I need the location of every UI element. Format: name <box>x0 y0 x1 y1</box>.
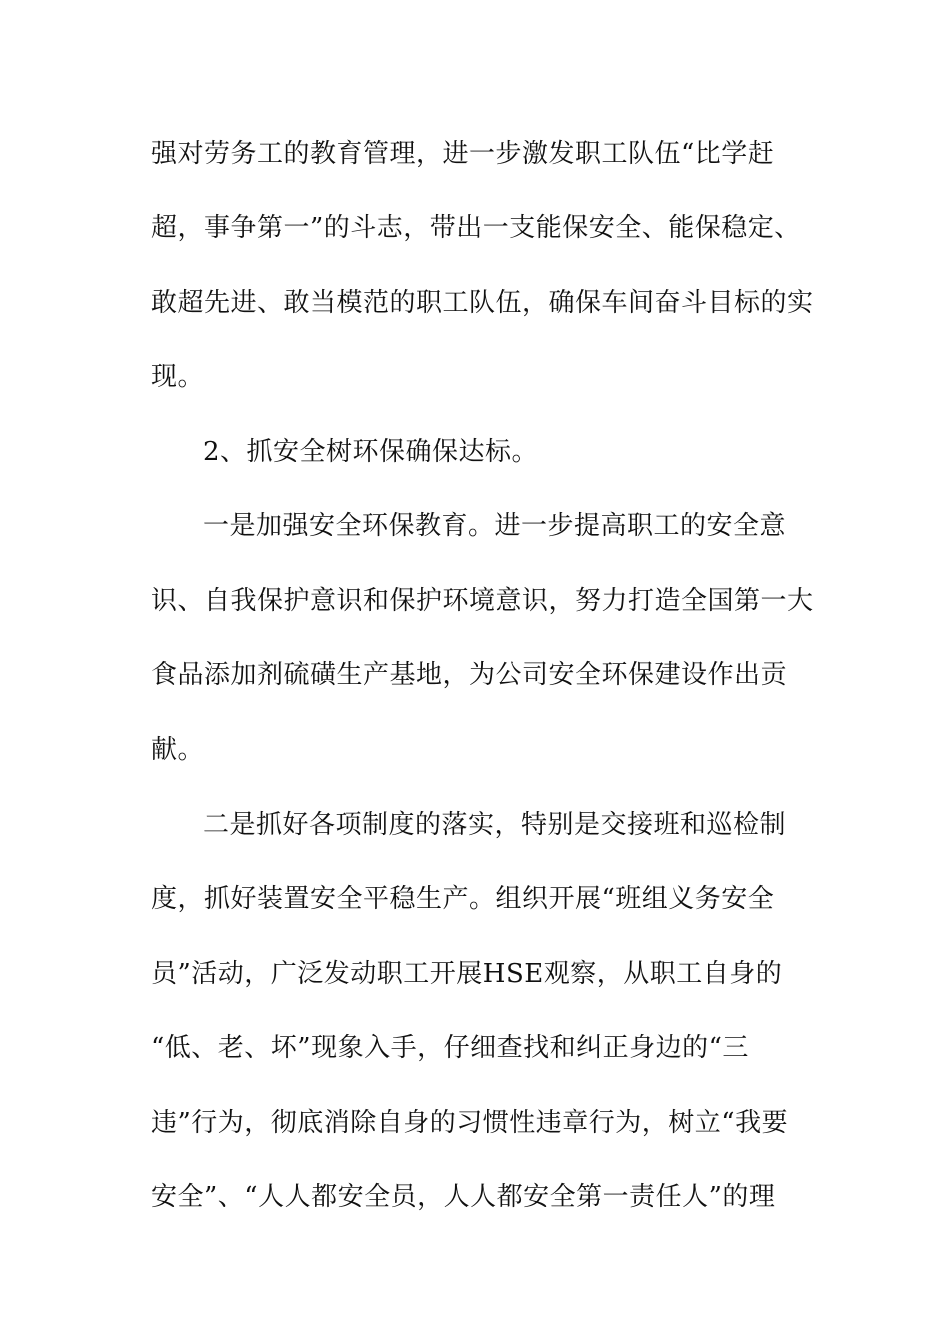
text-line: 强对劳务工的教育管理，进一步激发职工队伍“比学赶 <box>151 139 775 169</box>
section-heading: 2、抓安全树环保确保达标。 <box>203 437 539 467</box>
text-line: 违”行为，彻底消除自身的习惯性违章行为，树立“我要 <box>151 1108 789 1138</box>
text-line: 度，抓好装置安全平稳生产。组织开展“班组义务安全 <box>151 884 775 914</box>
text-line: 识、自我保护意识和保护环境意识，努力打造全国第一大 <box>151 586 814 616</box>
text-line: 超，事争第一”的斗志，带出一支能保安全、能保稳定、 <box>151 213 801 243</box>
text-line: 食品添加剂硫磺生产基地，为公司安全环保建设作出贡 <box>151 660 788 690</box>
text-line: 安全”、“人人都安全员，人人都安全第一责任人”的理 <box>151 1182 776 1212</box>
text-line: 敢超先进、敢当模范的职工队伍，确保车间奋斗目标的实 <box>151 288 814 318</box>
text-line: 献。 <box>151 735 205 765</box>
text-line: 现。 <box>151 362 205 392</box>
text-line: 二是抓好各项制度的落实，特别是交接班和巡检制 <box>203 810 787 840</box>
text-line: 员”活动，广泛发动职工开展HSE观察，从职工自身的 <box>151 959 783 989</box>
text-line: 一是加强安全环保教育。进一步提高职工的安全意 <box>203 511 787 541</box>
text-line: “低、老、坏”现象入手，仔细查找和纠正身边的“三 <box>151 1033 749 1063</box>
